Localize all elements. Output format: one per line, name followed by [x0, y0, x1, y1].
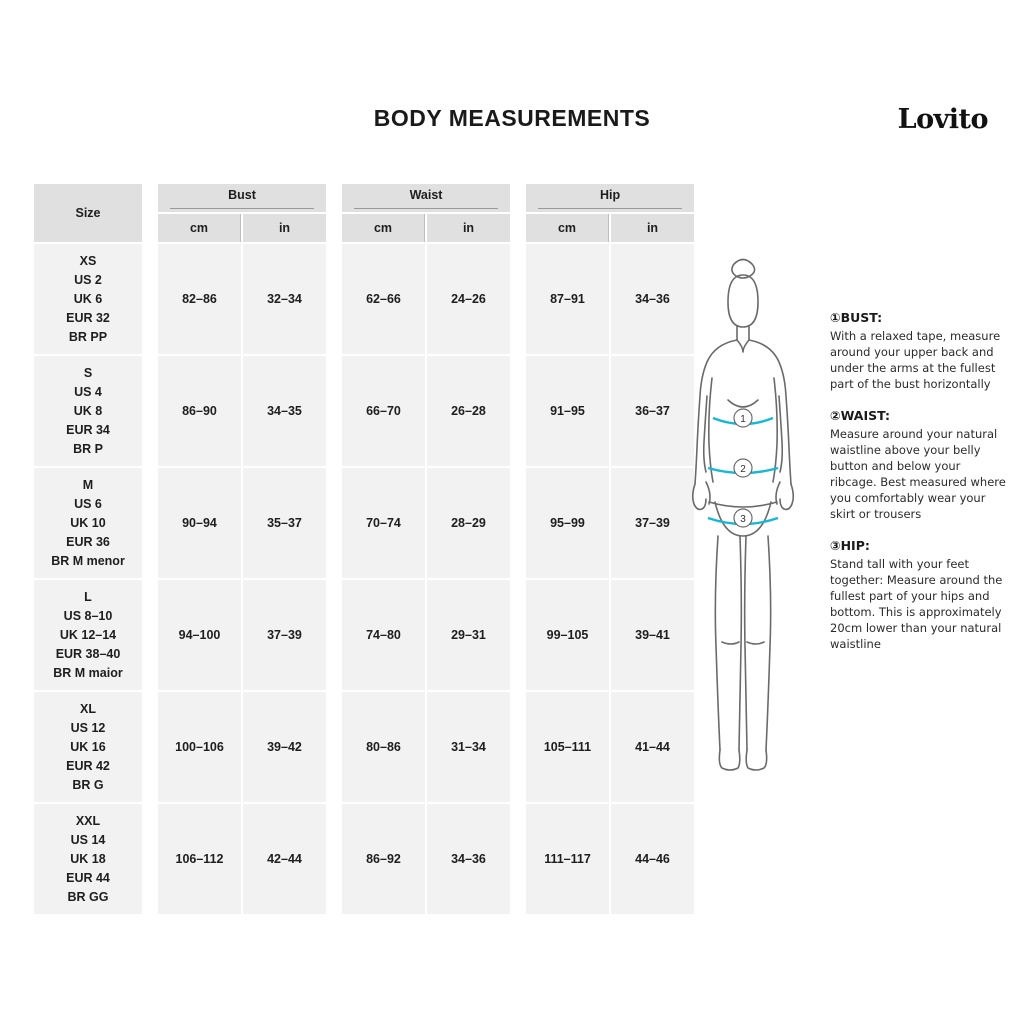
- header-size: Size: [34, 184, 142, 242]
- header-group-hip-label: Hip: [599, 187, 621, 202]
- svg-text:3: 3: [740, 514, 746, 525]
- cell-waist-cm: 86–92: [342, 804, 425, 914]
- spacer: [144, 580, 156, 690]
- cell-size: M US 6 UK 10 EUR 36 BR M menor: [34, 468, 142, 578]
- spacer: [328, 468, 340, 578]
- cell-hip-cm: 99–105: [526, 580, 609, 690]
- cell-bust-in: 32–34: [243, 244, 326, 354]
- cell-waist-in: 31–34: [427, 692, 510, 802]
- spacer: [144, 184, 156, 242]
- cell-hip-in: 44–46: [611, 804, 694, 914]
- cell-bust-in: 42–44: [243, 804, 326, 914]
- table-row: [34, 692, 694, 802]
- cell-hip-cm: 87–91: [526, 244, 609, 354]
- brand-logo: Lovito: [897, 104, 988, 135]
- cell-hip-cm: 105–111: [526, 692, 609, 802]
- spacer: [512, 356, 524, 466]
- spacer: [328, 804, 340, 914]
- cell-bust-in: 35–37: [243, 468, 326, 578]
- spacer: [512, 468, 524, 578]
- table-row: [34, 356, 694, 466]
- note-hip-body: Stand tall with your feet together: Measure around the fullest part of your hips and bottom. This is approximately 20cm lower than your natural waistline: [830, 557, 1003, 651]
- divider: [354, 208, 498, 209]
- measurement-instructions: [830, 310, 1008, 668]
- spacer: [328, 184, 340, 242]
- cell-size: XS US 2 UK 6 EUR 32 BR PP: [34, 244, 142, 354]
- cell-size: XXL US 14 UK 18 EUR 44 BR GG: [34, 804, 142, 914]
- cell-hip-in: 37–39: [611, 468, 694, 578]
- spacer: [512, 804, 524, 914]
- cell-size: S US 4 UK 8 EUR 34 BR P: [34, 356, 142, 466]
- female-body-outline-icon: [668, 250, 818, 830]
- cell-bust-cm: 82–86: [158, 244, 241, 354]
- spacer: [512, 692, 524, 802]
- note-waist: [830, 408, 1008, 522]
- measure-marker-1: [734, 409, 752, 427]
- divider: [170, 208, 314, 209]
- note-bust-title: ①BUST:: [830, 310, 883, 325]
- cell-waist-in: 26–28: [427, 356, 510, 466]
- spacer: [328, 580, 340, 690]
- page-title: BODY MEASUREMENTS: [373, 105, 651, 131]
- table-row: [34, 468, 694, 578]
- cell-waist-in: 28–29: [427, 468, 510, 578]
- measure-marker-2: [734, 459, 752, 477]
- table-row: [34, 244, 694, 354]
- cell-hip-cm: 91–95: [526, 356, 609, 466]
- header-bust-in: in: [243, 214, 326, 242]
- cell-waist-cm: 74–80: [342, 580, 425, 690]
- spacer: [512, 184, 524, 242]
- spacer: [144, 804, 156, 914]
- cell-hip-in: 39–41: [611, 580, 694, 690]
- cell-waist-in: 24–26: [427, 244, 510, 354]
- header-group-waist-label: Waist: [409, 187, 443, 202]
- body-figure-illustration: [668, 250, 818, 830]
- note-waist-title: ②WAIST:: [830, 408, 890, 423]
- spacer: [512, 580, 524, 690]
- cell-hip-in: 36–37: [611, 356, 694, 466]
- cell-size: L US 8–10 UK 12–14 EUR 38–40 BR M maior: [34, 580, 142, 690]
- note-bust-body: With a relaxed tape, measure around your upper back and under the arms at the fullest part of the bust horizontally: [830, 329, 1001, 391]
- header-waist-cm: cm: [342, 214, 425, 242]
- note-waist-body: Measure around your natural waistline above your belly button and below your ribcage. Best measured where you comfortably wear your skirt or trousers: [830, 427, 1006, 521]
- cell-bust-in: 34–35: [243, 356, 326, 466]
- spacer: [328, 692, 340, 802]
- header-hip-cm: cm: [526, 214, 609, 242]
- spacer: [144, 244, 156, 354]
- cell-waist-cm: 80–86: [342, 692, 425, 802]
- cell-hip-cm: 111–117: [526, 804, 609, 914]
- spacer: [328, 244, 340, 354]
- header-waist-in: in: [427, 214, 510, 242]
- cell-bust-cm: 90–94: [158, 468, 241, 578]
- cell-bust-cm: 100–106: [158, 692, 241, 802]
- size-table: [32, 182, 696, 916]
- cell-bust-cm: 106–112: [158, 804, 241, 914]
- cell-hip-in: 41–44: [611, 692, 694, 802]
- table-row: [34, 804, 694, 914]
- spacer: [144, 356, 156, 466]
- header-group-waist: [342, 184, 510, 212]
- spacer: [328, 356, 340, 466]
- table-header-row: [34, 184, 694, 212]
- cell-waist-in: 34–36: [427, 804, 510, 914]
- note-hip-title: ③HIP:: [830, 538, 870, 553]
- table-row: [34, 580, 694, 690]
- header-group-hip: [526, 184, 694, 212]
- cell-hip-cm: 95–99: [526, 468, 609, 578]
- measure-marker-3: [734, 509, 752, 527]
- cell-size: XL US 12 UK 16 EUR 42 BR G: [34, 692, 142, 802]
- spacer: [144, 468, 156, 578]
- header-bust-cm: cm: [158, 214, 241, 242]
- header-group-bust: [158, 184, 326, 212]
- header-hip-in: in: [611, 214, 694, 242]
- cell-bust-in: 37–39: [243, 580, 326, 690]
- svg-text:1: 1: [740, 414, 746, 425]
- note-hip: [830, 538, 1008, 652]
- cell-waist-cm: 62–66: [342, 244, 425, 354]
- cell-waist-cm: 70–74: [342, 468, 425, 578]
- cell-waist-in: 29–31: [427, 580, 510, 690]
- cell-hip-in: 34–36: [611, 244, 694, 354]
- cell-bust-cm: 86–90: [158, 356, 241, 466]
- divider: [538, 208, 682, 209]
- svg-text:2: 2: [740, 464, 746, 475]
- size-table-container: [32, 182, 670, 916]
- header-group-bust-label: Bust: [228, 187, 256, 202]
- spacer: [512, 244, 524, 354]
- cell-bust-in: 39–42: [243, 692, 326, 802]
- spacer: [144, 692, 156, 802]
- note-bust: [830, 310, 1008, 392]
- cell-bust-cm: 94–100: [158, 580, 241, 690]
- cell-waist-cm: 66–70: [342, 356, 425, 466]
